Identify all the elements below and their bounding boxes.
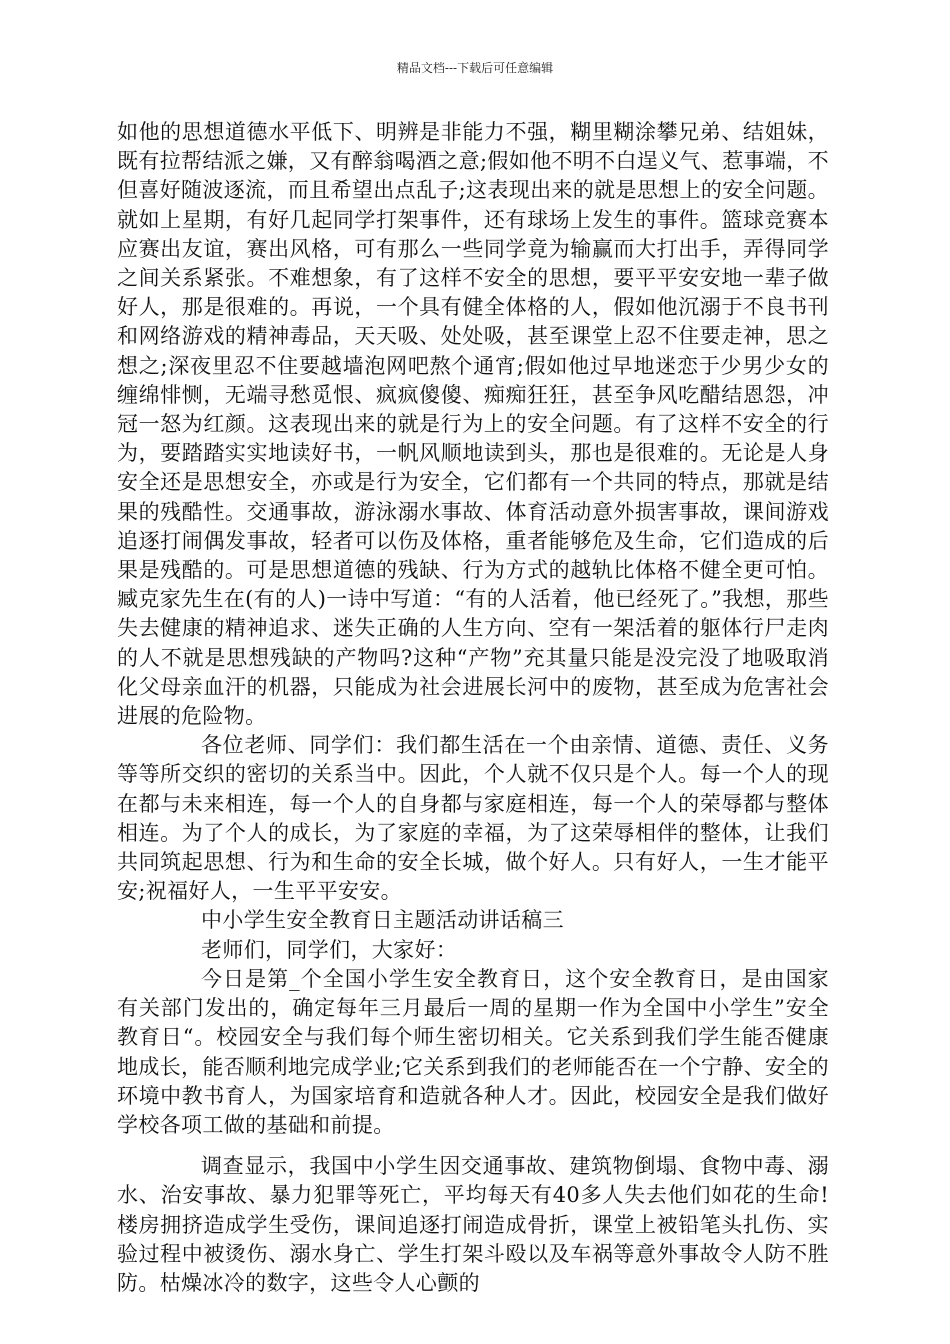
body-paragraph: 调查显示，我国中小学生因交通事故、建筑物倒塌、食物中毒、溺水、治安事故、暴力犯罪等死亡，平均每天有40多人失去他们如花的生命!楼房拥挤造成学生受伤，课间追逐打闹造成骨折，课堂上被铅笔头扎伤、实验过程中被烫伤、溺水身亡、学生打架斗殴以及车祸等意外事故令人防不胜防。枯燥冰冷的数字，这些令人心颤的 xyxy=(117,1154,829,1295)
page-header: 精品文档---下载后可任意编辑 xyxy=(396,61,554,75)
section-title: 中小学生安全教育日主题活动讲话稿三 xyxy=(201,908,564,933)
body-paragraph: 如他的思想道德水平低下、明辨是非能力不强，糊里糊涂攀兄弟、结姐妹，既有拉帮结派之嫌，又有醉翁喝酒之意;假如他不明不白逞义气、惹事端，不但喜好随波逐流，而且希望出点乱子;这表现出来的就是思想上的安全问题。就如上星期，有好几起同学打架事件，还有球场上发生的事件。篮球竞赛本应赛出友谊，赛出风格，可有那么一些同学竟为输赢而大打出手，弄得同学之间关系紧张。不难想象，有了这样不安全的思想，要平平安安地一辈子做好人，那是很难的。再说，一个具有健全体格的人，假如他沉溺于不良书刊和网络游戏的精神毒品，天天吸、处处吸，甚至课堂上忍不住要走神，思之想之;深夜里忍不住要越墙泡网吧熬个通宵;假如他过早地迷恋于少男少女的缠绵悱恻，无端寻愁觅恨、疯疯傻傻、痴痴狂狂，甚至争风吃醋结恩怨，冲冠一怒为红颜。这表现出来的就是行为上的安全问题。有了这样不安全的行为，要踏踏实实地读好书，一帆风顺地读到头，那也是很难的。无论是人身安全还是思想安全，亦或是行为安全，它们都有一个共同的特点，那就是结果的残酷性。交通事故，游泳溺水事故、体育活动意外损害事故，课间游戏追逐打闹偶发事故，轻者可以伤及体格，重者能够危及生命，它们造成的后果是残酷的。可是思想道德的残缺、行为方式的越轨比体格不健全更可怕。臧克家先生在(有的人)一诗中写道：“有的人活着，他已经死了。”我想，那些失去健康的精神追求、迷失正确的人生方向、空有一架活着的躯体行尸走肉的人不就是思想残缺的产物吗?这种“产物”充其量只能是没完没了地吸取消化父母亲血汗的机器，只能成为社会进展长河中的废物，甚至成为危害社会进展的危险物。 xyxy=(117,120,829,729)
body-paragraph: 今日是第_个全国小学生安全教育日，这个安全教育日，是由国家有关部门发出的，确定每年三月最后一周的星期一作为全国中小学生”安全教育日“。校园安全与我们每个师生密切相关。它关系到我们学生能否健康地成长，能否顺利地完成学业;它关系到我们的老师能否在一个宁静、安全的环境中教书育人，为国家培育和造就各种人才。因此，校园安全是我们做好学校各项工做的基础和前提。 xyxy=(117,966,829,1137)
document-body xyxy=(117,118,829,1298)
greeting-line: 老师们，同学们，大家好： xyxy=(201,937,458,962)
body-paragraph: 各位老师、同学们：我们都生活在一个由亲情、道德、责任、义务等等所交织的密切的关系当中。因此，个人就不仅只是个人。每一个人的现在都与未来相连，每一个人的自身都与家庭相连，每一个人的荣辱都与整体相连。为了个人的成长，为了家庭的幸福，为了这荣辱相伴的整体，让我们共同筑起思想、行为和生命的安全长城，做个好人。只有好人，一生才能平安;祝福好人，一生平平安安。 xyxy=(117,733,829,904)
